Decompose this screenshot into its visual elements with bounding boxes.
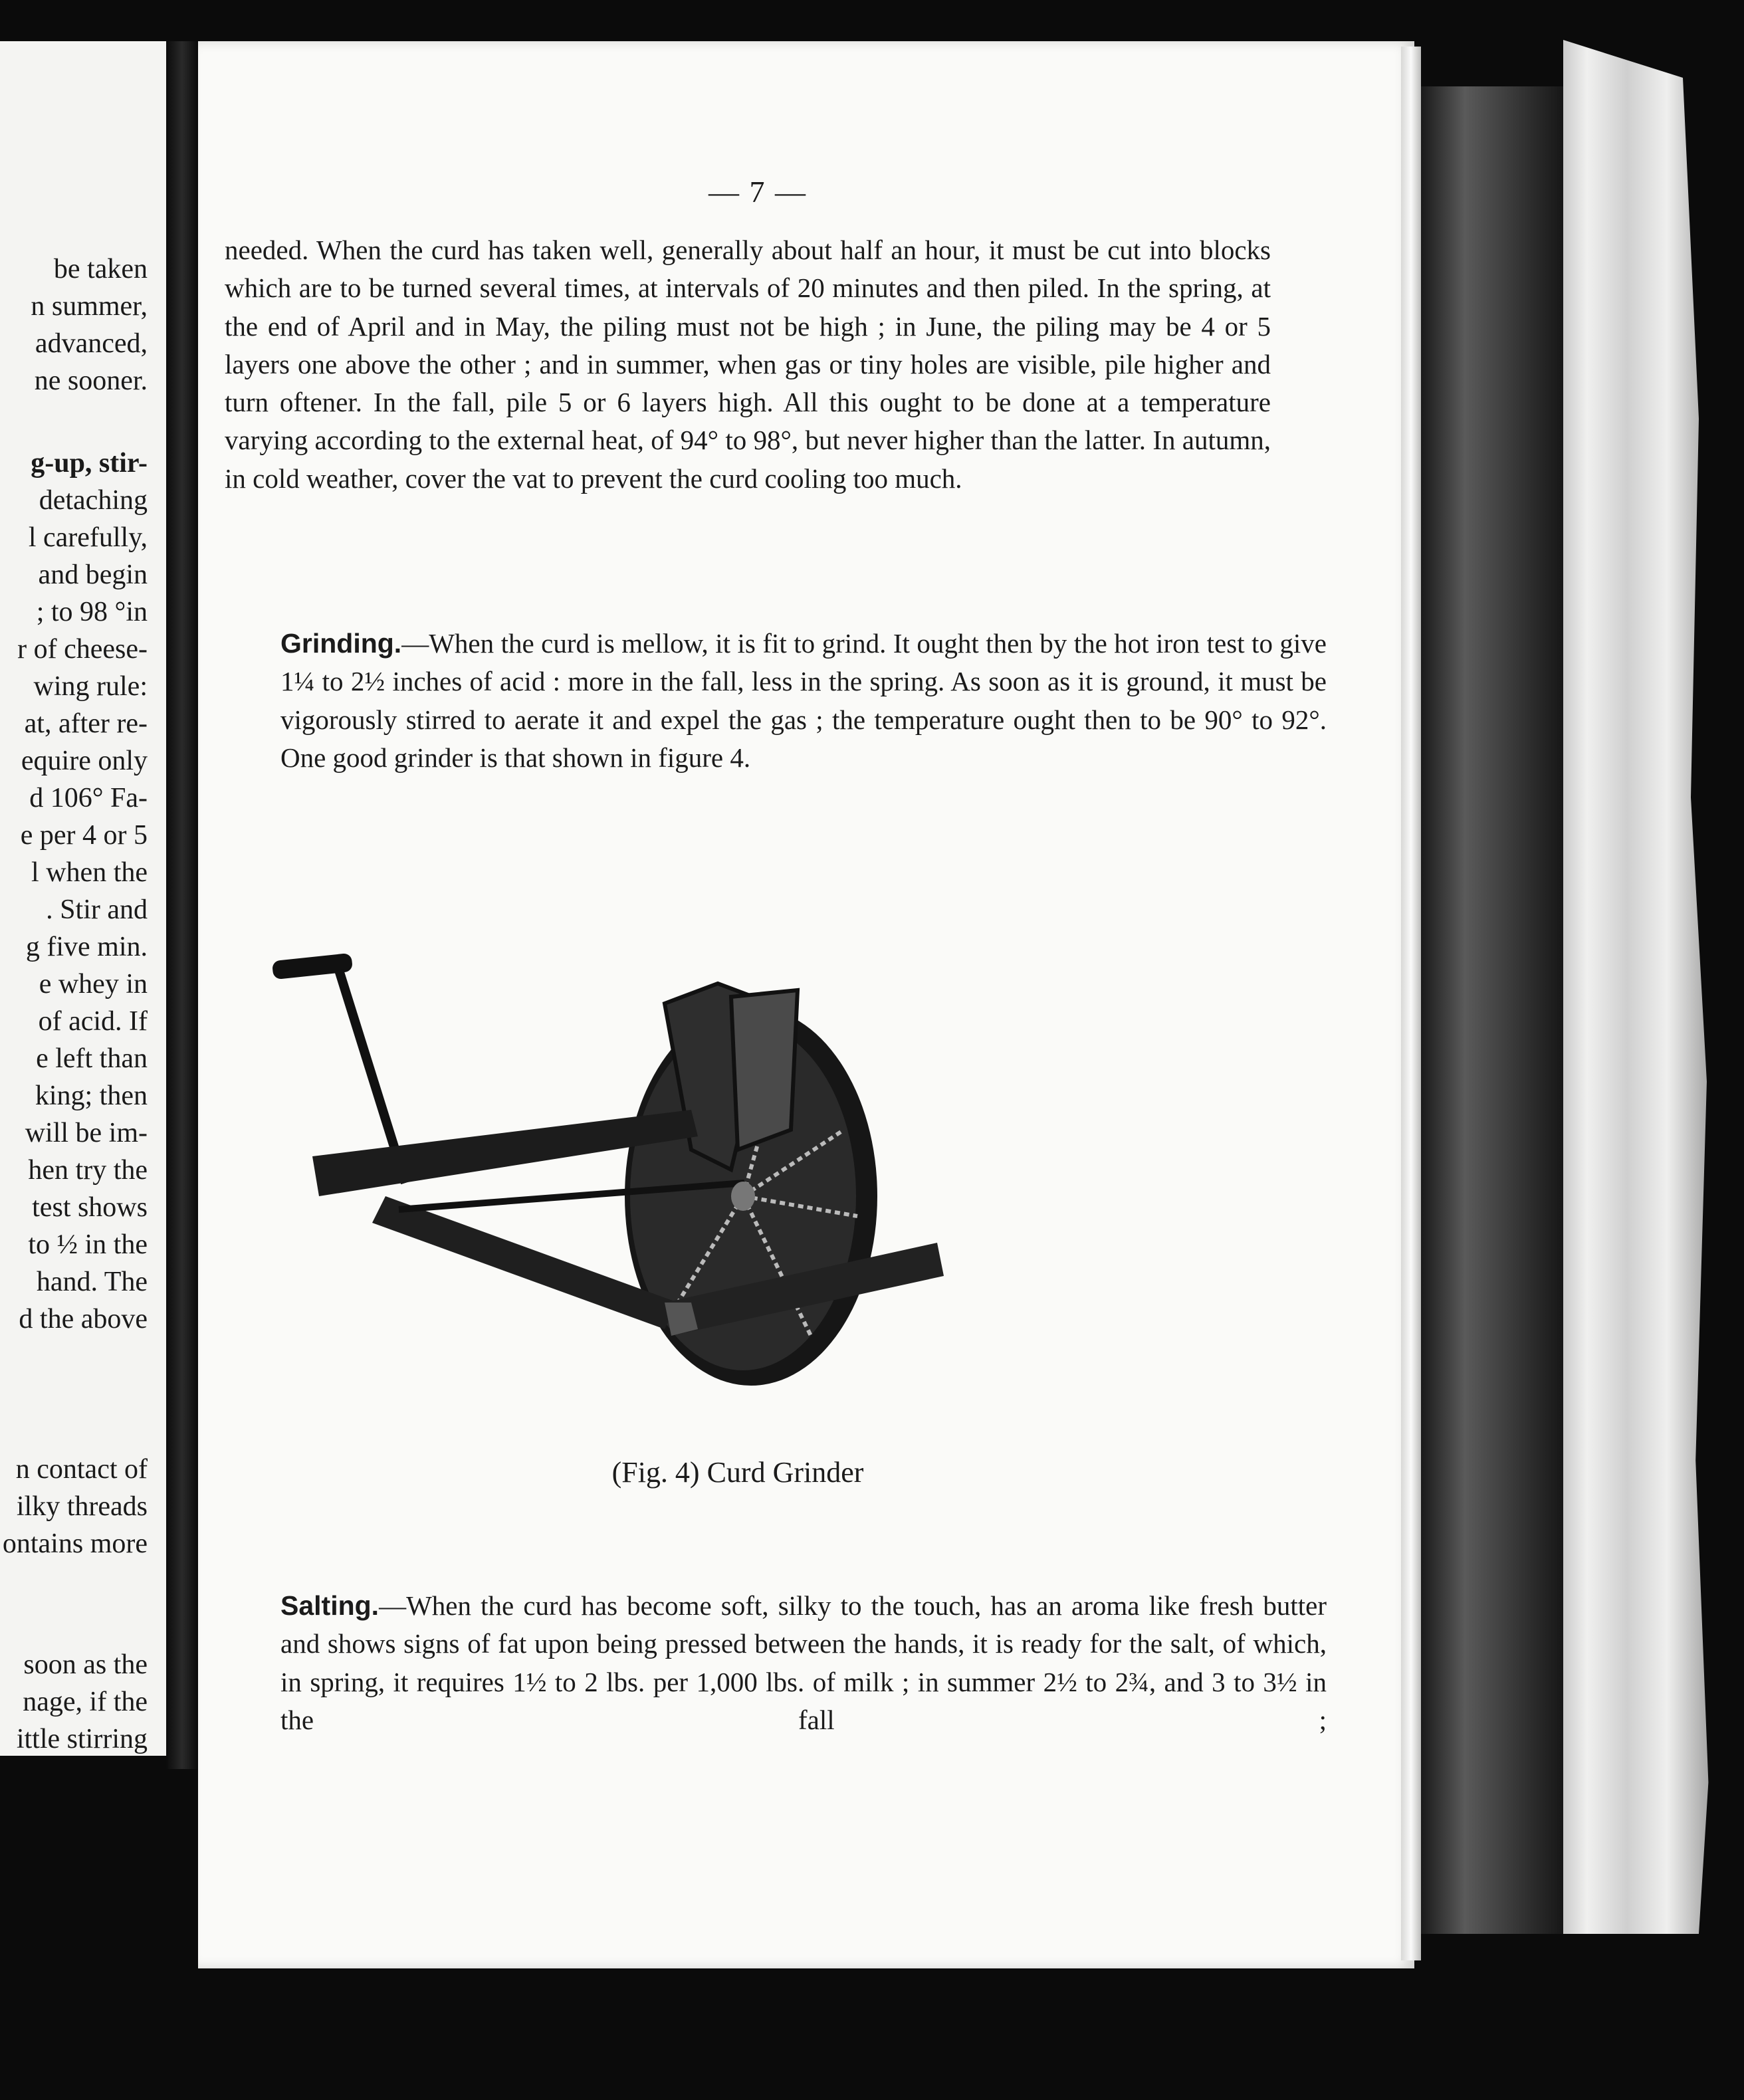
left-line: equire only	[21, 746, 148, 776]
paragraph-piling: needed. When the curd has taken well, generally about half an hour, it must be cut into blocks which are to be turned several times, at intervals of 20 minutes and then piled. In the spring, at the end of April and in May, the piling must not be high ; in June, the piling may be 4 or 5 layers one above the other ; and in summer, when gas or tiny holes are visible, pile higher and turn oftener. In the fall, pile 5 or 6 layers high. All this ought to be done at a temperature varying according to the external heat, of 94° to 98°, but never higher than the latter. In autumn, in cold weather, cover the vat to prevent the curd cooling too much.	[225, 235, 1271, 494]
heading-grinding: Grinding.	[280, 628, 402, 659]
paragraph-salting	[225, 1587, 1327, 1739]
left-line: l when the	[31, 857, 148, 888]
curd-grinder-illustration	[266, 930, 1030, 1409]
grinding-text: —When the curd is mellow, it is fit to grind. It ought then by the hot iron test to give 1¼ to 2½ inches of acid : more in the fall, less in the spring. As soon as it is ground, it must be vigorously stirred to aerate it and expel the gas ; the temperature ought then to be 90° to 92°. One good grinder is that shown in figure 4.	[280, 628, 1327, 773]
salting-text: —When the curd has become soft, silky to the touch, has an aroma like fresh butter and shows signs of fat upon being pressed between the hands, it is ready for the salt, of which, in spring, it requires 1½ to 2 lbs. per 1,000 lbs. of milk ; in summer 2½ to 2¾, and 3 to 3½ in the fall ;	[280, 1590, 1327, 1735]
figure-caption: (Fig. 4) Curd Grinder	[611, 1456, 864, 1489]
left-line: to ½ in the	[28, 1229, 148, 1260]
left-line: ne sooner.	[34, 366, 148, 396]
left-page-fragment	[0, 41, 166, 1756]
heading-salting: Salting.	[280, 1590, 380, 1621]
left-line: will be im-	[25, 1118, 148, 1148]
left-line: advanced,	[35, 328, 148, 359]
paragraph-grinding	[225, 625, 1327, 777]
left-line: nage, if the	[23, 1687, 148, 1717]
left-line: hen try the	[28, 1155, 148, 1186]
left-line: e per 4 or 5	[20, 820, 148, 851]
left-line: of acid. If	[38, 1006, 148, 1037]
left-line: d 106° Fa-	[29, 783, 148, 813]
left-line: g-up, stir-	[31, 448, 148, 478]
left-line: l carefully,	[28, 522, 148, 553]
left-line: ittle stirring	[16, 1724, 148, 1754]
left-line: e whey in	[39, 969, 148, 999]
left-line: soon as the	[23, 1649, 148, 1680]
page-number: — 7 —	[708, 175, 807, 209]
book-gutter	[166, 41, 198, 1769]
left-line: be taken	[53, 254, 148, 284]
left-line: at, after re-	[24, 708, 148, 739]
left-line: wing rule:	[33, 671, 148, 702]
left-line: n summer,	[31, 291, 148, 322]
page-edge	[1401, 47, 1421, 1960]
left-line: . Stir and	[46, 894, 148, 925]
left-line: ontains more	[2, 1528, 148, 1559]
left-line: e left than	[36, 1043, 148, 1074]
left-line: and begin	[38, 560, 148, 590]
left-line: ; to 98 °in	[36, 597, 148, 627]
left-line: hand. The	[36, 1267, 148, 1297]
book-side-shadow	[1421, 86, 1567, 1934]
left-line: g five min.	[25, 932, 148, 962]
left-line: test shows	[32, 1192, 148, 1223]
left-line: king; then	[35, 1081, 148, 1111]
left-line: d the above	[19, 1304, 148, 1334]
page-stack-edges	[1555, 40, 1715, 1934]
left-line: detaching	[39, 485, 148, 516]
left-line: ilky threads	[16, 1491, 148, 1522]
left-line: r of cheese-	[17, 634, 148, 665]
left-line: n contact of	[15, 1454, 148, 1485]
